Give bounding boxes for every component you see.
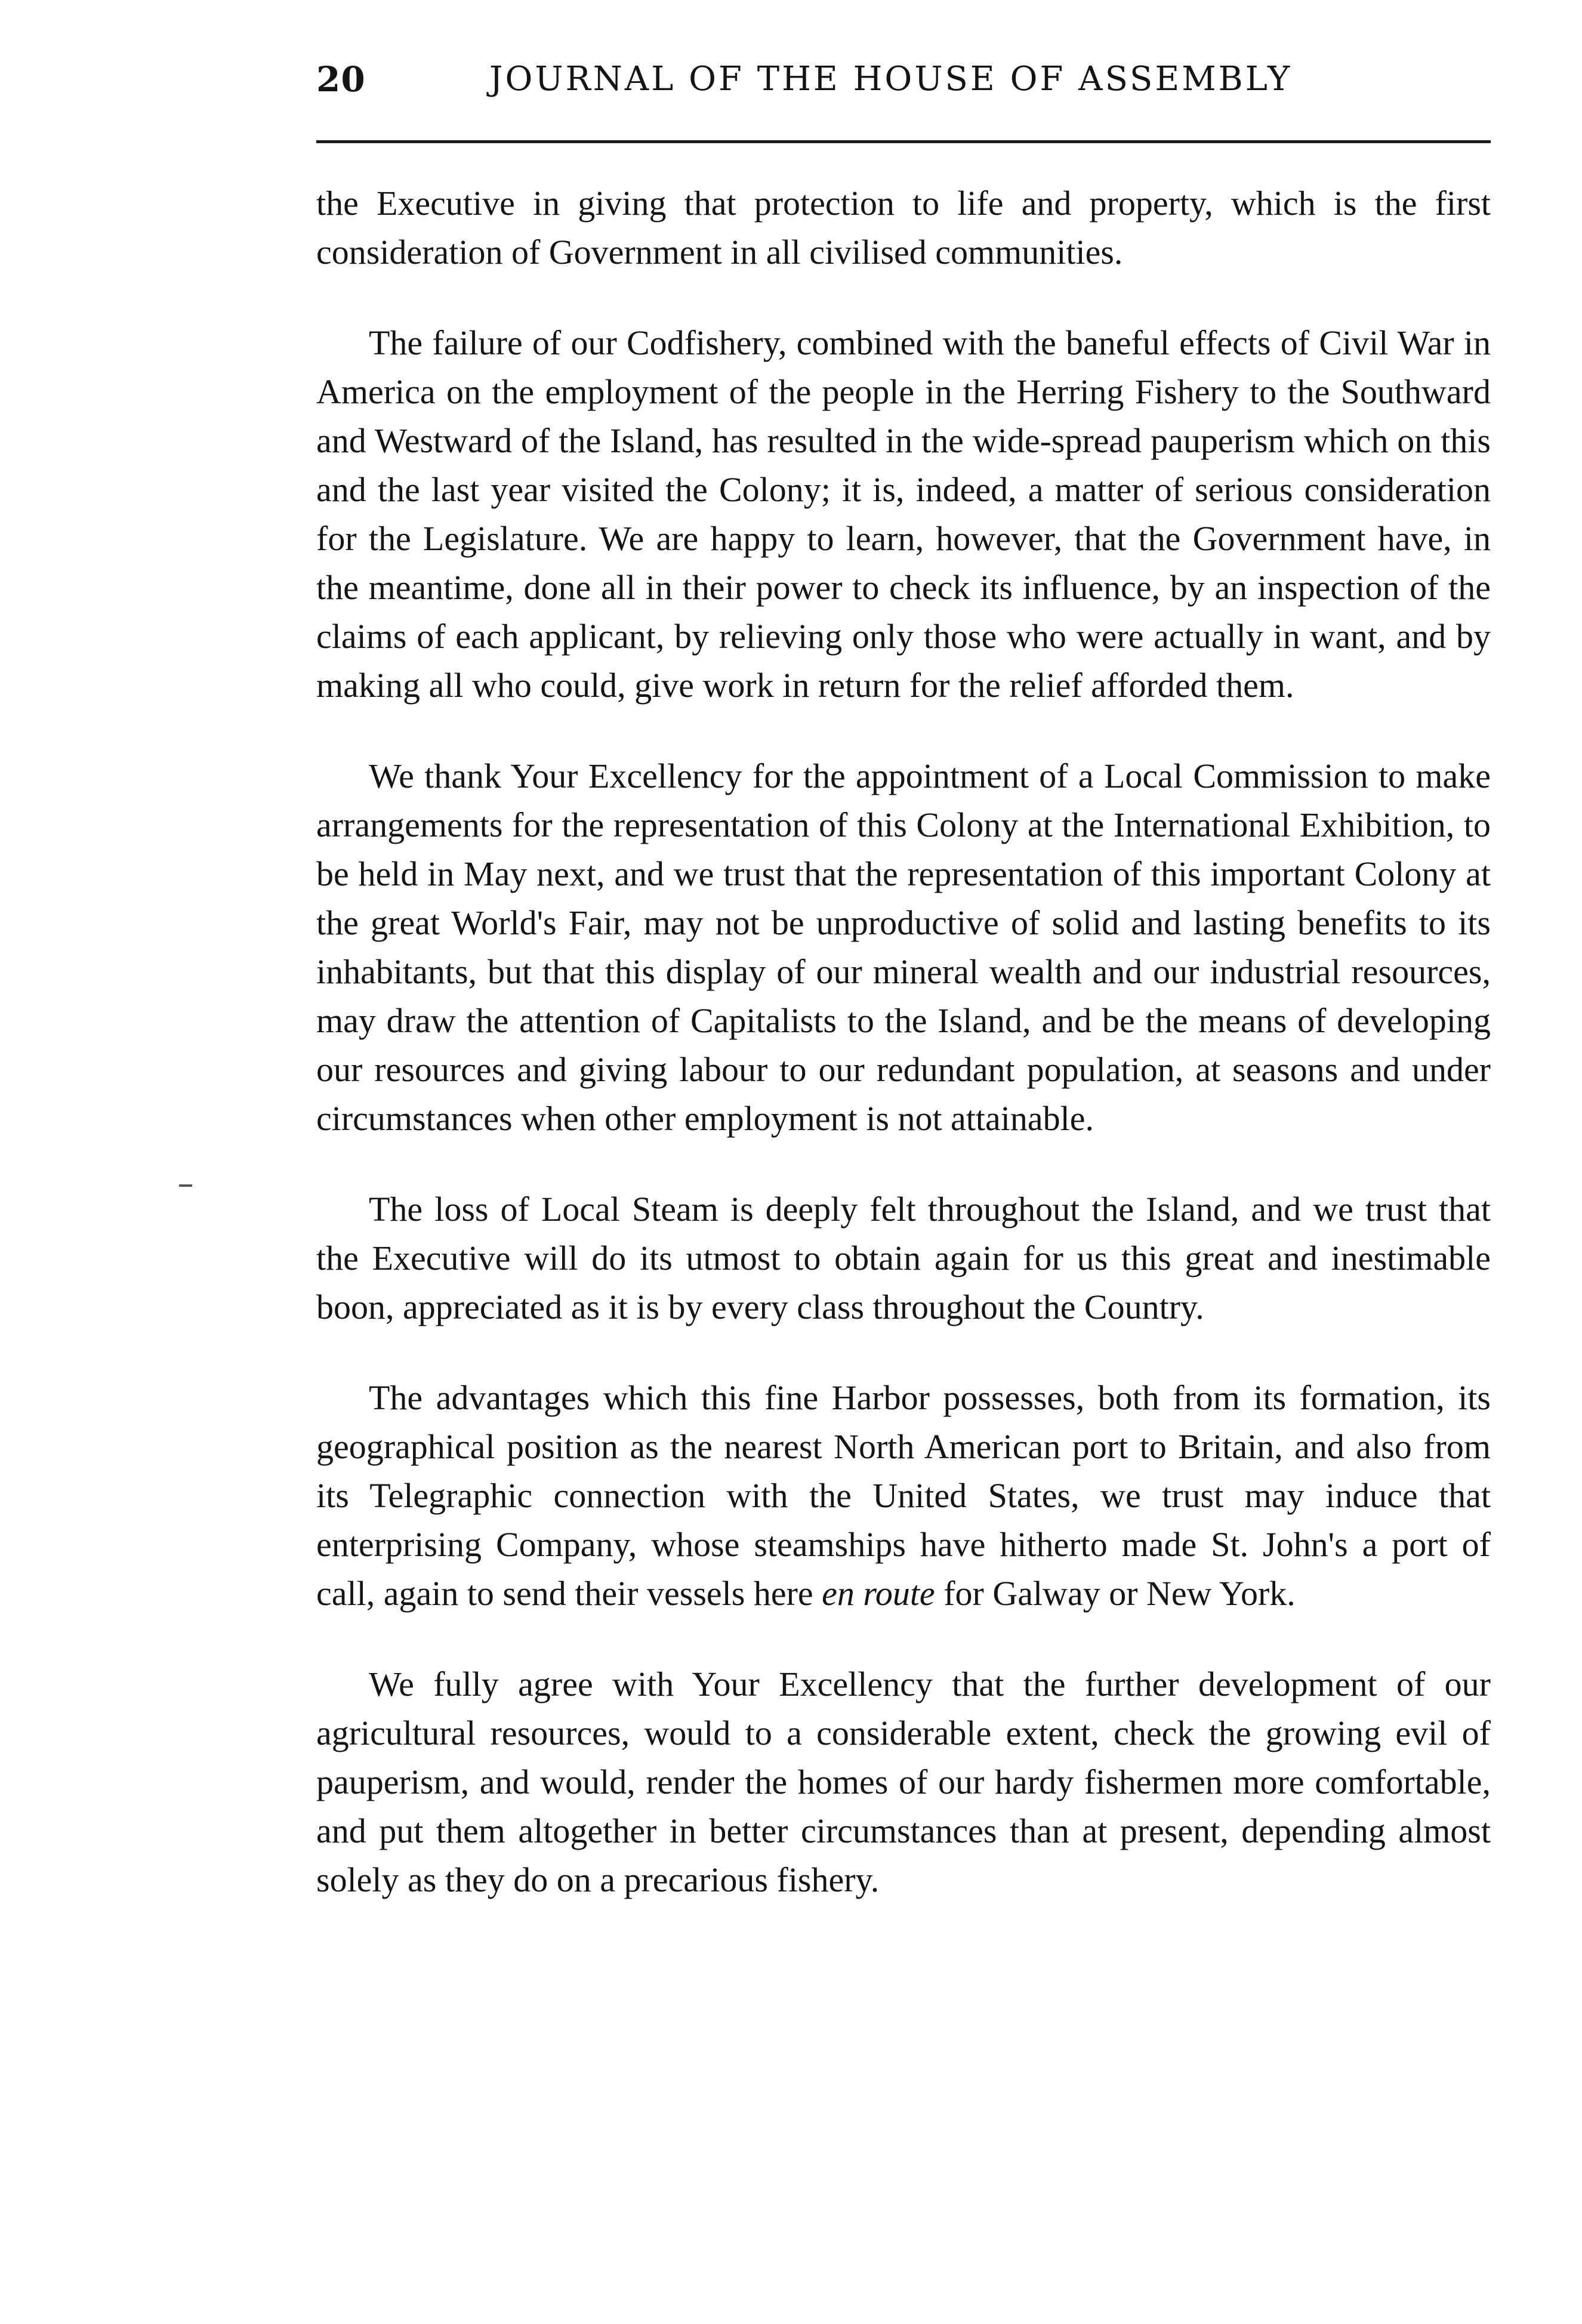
paragraph-codfishery	[316, 319, 1491, 710]
paragraph-text: The loss of Local Steam is deeply felt throughout the Island, and we trust that the Executive will do its utmost to obtain again for us this great and inestimable boon, appreciated as it is by every class throughout the Country.	[316, 1190, 1491, 1326]
paragraph-continuation	[316, 179, 1491, 277]
page-header	[316, 53, 1486, 106]
page-number: 20	[316, 59, 366, 100]
paragraph-harbor	[316, 1374, 1491, 1618]
paragraph-text: We fully agree with Your Excellency that the further development of our agricultural resources, would to a considerable extent, check the growing evil of pauperism, and would, render the homes of our hardy fishermen more comfortable, and put them altogether in better circumstances than at present, depending almost solely as they do on a precarious fishery.	[316, 1665, 1491, 1899]
running-title: JOURNAL OF THE HOUSE OF ASSEMBLY	[489, 60, 1293, 98]
italic-phrase: en route	[822, 1574, 935, 1613]
paragraph-text: the Executive in giving that protection to life and property, which is the first consideration of Government in all civilised communities.	[316, 184, 1491, 271]
paragraph-text-end: for Galway or New York.	[935, 1574, 1296, 1613]
margin-mark	[179, 1184, 192, 1187]
header-rule	[316, 140, 1491, 143]
paragraph-exhibition	[316, 752, 1491, 1143]
paragraph-text: We thank Your Excellency for the appointment of a Local Commission to make arrangements for the representation of this Colony at the International Exhibition, to be held in May next, and we trust that the representation of this important Colony at the great World's Fair, may not be unproductive of solid and lasting benefits to its inhabitants, but that this display of our mineral wealth and our industrial resources, may draw the attention of Capitalists to the Island, and be the means of developing our resources and giving labour to our redundant population, at seasons and under circumstances when other employment is not attainable.	[316, 757, 1491, 1138]
paragraph-local-steam	[316, 1185, 1491, 1332]
paragraph-text: The advantages which this fine Harbor possesses, both from its formation, its geographical position as the nearest North American port to Britain, and also from its Telegraphic connection with the United States, we trust may induce that enterprising Company, whose steamships have hitherto made St. John's a port of call, again to send their vessels here	[316, 1378, 1491, 1613]
paragraph-text: The failure of our Codfishery, combined with the baneful effects of Civil War in America on the employment of the people in the Herring Fishery to the Southward and Westward of the Island, has resulted in the wide-spread pauperism which on this and the last year visited the Colony; it is, indeed, a matter of serious consideration for the Legislature. We are happy to learn, however, that the Government have, in the meantime, done all in their power to check its influence, by an inspection of the claims of each applicant, by relieving only those who were actually in want, and by making all who could, give work in return for the relief afforded them.	[316, 323, 1491, 705]
body-text	[316, 179, 1491, 1905]
paragraph-agriculture	[316, 1660, 1491, 1905]
